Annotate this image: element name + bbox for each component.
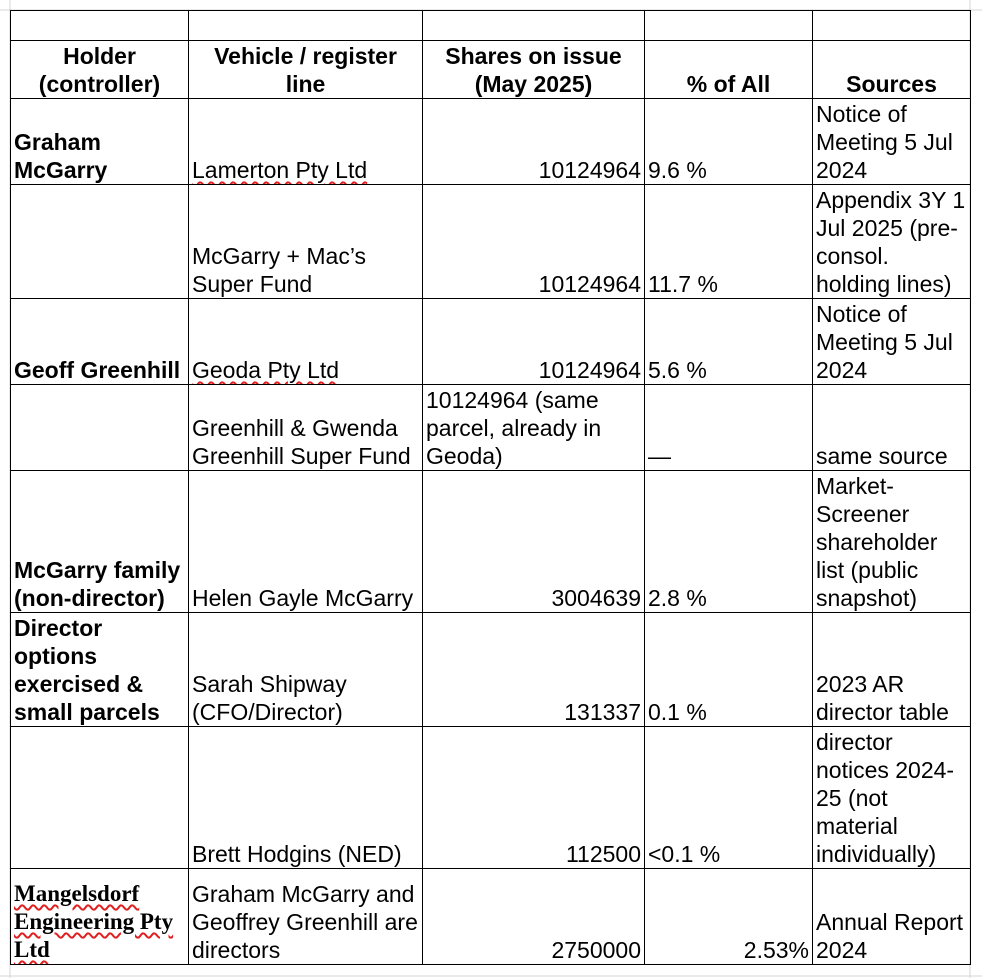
holder-cell[interactable] xyxy=(11,869,189,965)
pct-cell[interactable]: <0.1 % xyxy=(645,727,813,869)
sources-cell[interactable]: Notice of Meeting 5 Jul 2024 xyxy=(813,299,971,385)
vehicle-cell[interactable] xyxy=(189,299,423,385)
sources-cell[interactable]: 2023 AR director table xyxy=(813,613,971,727)
header-pct[interactable]: % of All xyxy=(645,41,813,99)
vehicle-cell[interactable]: McGarry + Mac’s Super Fund xyxy=(189,185,423,299)
header-holder[interactable]: Holder (controller) xyxy=(11,41,189,99)
shares-cell[interactable]: 10124964 (same parcel, already in Geoda) xyxy=(423,385,645,471)
shares-cell[interactable]: 10124964 xyxy=(423,185,645,299)
pct-cell[interactable]: 5.6 % xyxy=(645,299,813,385)
vehicle-cell[interactable]: Brett Hodgins (NED) xyxy=(189,727,423,869)
header-row xyxy=(11,41,971,99)
header-sources[interactable]: Sources xyxy=(813,41,971,99)
holder-cell[interactable]: McGarry family (non-director) xyxy=(11,471,189,613)
holder-cell[interactable]: Director options exercised & small parcels xyxy=(11,613,189,727)
table-row xyxy=(11,299,971,385)
sources-cell[interactable]: director notices 2024-25 (not material individually) xyxy=(813,727,971,869)
holder-cell[interactable]: Geoff Greenhill xyxy=(11,299,189,385)
table-row xyxy=(11,869,971,965)
sources-cell[interactable]: same source xyxy=(813,385,971,471)
holder-cell[interactable] xyxy=(11,385,189,471)
pct-cell[interactable]: 0.1 % xyxy=(645,613,813,727)
shares-cell[interactable]: 112500 xyxy=(423,727,645,869)
holder-cell[interactable] xyxy=(11,185,189,299)
table-row xyxy=(11,99,971,185)
cell[interactable] xyxy=(189,11,423,41)
shares-cell[interactable]: 3004639 xyxy=(423,471,645,613)
vehicle-cell[interactable]: Greenhill & Gwenda Greenhill Super Fund xyxy=(189,385,423,471)
cell[interactable] xyxy=(813,11,971,41)
pct-cell[interactable]: 9.6 % xyxy=(645,99,813,185)
vehicle-cell[interactable]: Sarah Shipway (CFO/Director) xyxy=(189,613,423,727)
table-row xyxy=(11,385,971,471)
cell[interactable] xyxy=(423,11,645,41)
sources-cell[interactable]: Annual Report 2024 xyxy=(813,869,971,965)
holder-cell[interactable]: Graham McGarry xyxy=(11,99,189,185)
table-row xyxy=(11,727,971,869)
cell[interactable] xyxy=(11,11,189,41)
vehicle-text: Geoda Pty Ltd xyxy=(192,357,340,383)
pct-cell[interactable]: 2.53% xyxy=(645,869,813,965)
table-row xyxy=(11,185,971,299)
holder-text: Mangelsdorf Engineering Pty Ltd xyxy=(14,881,174,962)
pct-cell[interactable]: 2.8 % xyxy=(645,471,813,613)
shares-cell[interactable]: 10124964 xyxy=(423,299,645,385)
pct-cell[interactable]: 11.7 % xyxy=(645,185,813,299)
sources-cell[interactable]: Appendix 3Y 1 Jul 2025 (pre-consol. holding lines) xyxy=(813,185,971,299)
cell[interactable] xyxy=(645,11,813,41)
vehicle-text: Lamerton Pty Ltd xyxy=(192,157,368,183)
pct-cell[interactable]: — xyxy=(645,385,813,471)
vehicle-cell[interactable]: Helen Gayle McGarry xyxy=(189,471,423,613)
shares-cell[interactable]: 131337 xyxy=(423,613,645,727)
table-row xyxy=(11,471,971,613)
holdings-table xyxy=(10,10,971,965)
header-shares[interactable]: Shares on issue (May 2025) xyxy=(423,41,645,99)
vehicle-cell[interactable] xyxy=(189,99,423,185)
table-row xyxy=(11,613,971,727)
header-vehicle[interactable]: Vehicle / register line xyxy=(189,41,423,99)
blank-row xyxy=(11,11,971,41)
sources-cell[interactable]: Market-Screener shareholder list (public snapshot) xyxy=(813,471,971,613)
holder-cell[interactable] xyxy=(11,727,189,869)
vehicle-cell[interactable]: Graham McGarry and Geoffrey Greenhill are directors xyxy=(189,869,423,965)
sources-cell[interactable]: Notice of Meeting 5 Jul 2024 xyxy=(813,99,971,185)
shares-cell[interactable]: 10124964 xyxy=(423,99,645,185)
shares-cell[interactable]: 2750000 xyxy=(423,869,645,965)
